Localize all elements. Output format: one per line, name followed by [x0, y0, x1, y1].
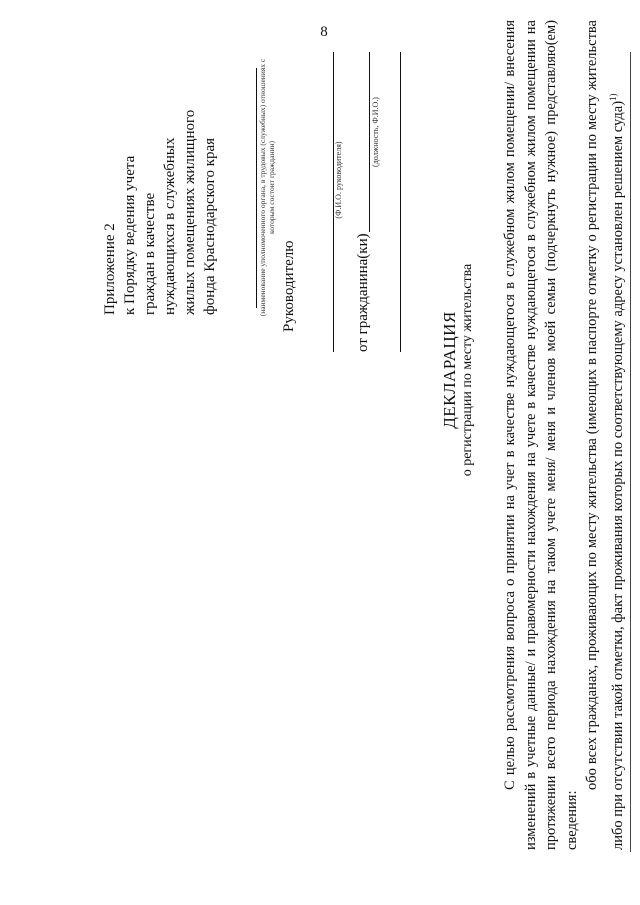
- citizen-fill-line: [369, 52, 370, 232]
- footnote-mark: 1): [607, 93, 618, 101]
- citizen-caption: (должность, Ф.И.О.): [371, 97, 380, 167]
- appendix-line: к Порядку ведения учета: [122, 155, 138, 315]
- bottom-rule: [630, 52, 631, 852]
- page-number: 8: [320, 24, 328, 40]
- head-fio-caption: (Ф.И.О. руководителя): [334, 141, 343, 219]
- declaration-body: [500, 20, 628, 850]
- document-content: [45, 20, 626, 880]
- citizen-second-line: [400, 52, 401, 352]
- appendix-line: нуждающихся в служебных: [162, 137, 178, 315]
- declaration-subtitle: о регистрации по месту жительства: [460, 263, 475, 477]
- appendix-line: граждан в качестве: [142, 192, 158, 315]
- body-paragraph: [582, 20, 628, 850]
- head-fill-line: [256, 68, 257, 308]
- appendix-line: фонда Краснодарского края: [202, 137, 218, 315]
- body-paragraph-text: обо всех гражданах, проживающих по месту жительства (имеющих в паспорте отметку о регистрации по месту жительства либо при отсутствии такой отметки, факт проживания которых по соответствующему адресу установлен решением суда): [584, 20, 626, 850]
- appendix-note: [100, 45, 220, 315]
- head-caption: (наименование уполномоченного органа, в трудовых (служебных) отношениях с которым состоит гражданин): [258, 58, 276, 317]
- appendix-line: жилых помещениях жилищного: [182, 109, 198, 315]
- head-label: Руководителю: [281, 240, 297, 332]
- body-paragraph: С целью рассмотрения вопроса о принятии на учет в качестве нуждающегося в служебном жилом помещении/ внесения изменений в учетные данные/ и правомерности нахождения на учете в качестве нуждающегося в служебном жилом помещении на протяжении всего периода нахождения на таком учете меня/ меня и членов моей семьи (подчеркнуть нужное) представляю(ем) сведения:: [502, 20, 580, 850]
- citizen-label: от гражданина(ки): [355, 233, 371, 352]
- appendix-line: Приложение 2: [102, 223, 118, 315]
- declaration-title: ДЕКЛАРАЦИЯ: [440, 311, 459, 429]
